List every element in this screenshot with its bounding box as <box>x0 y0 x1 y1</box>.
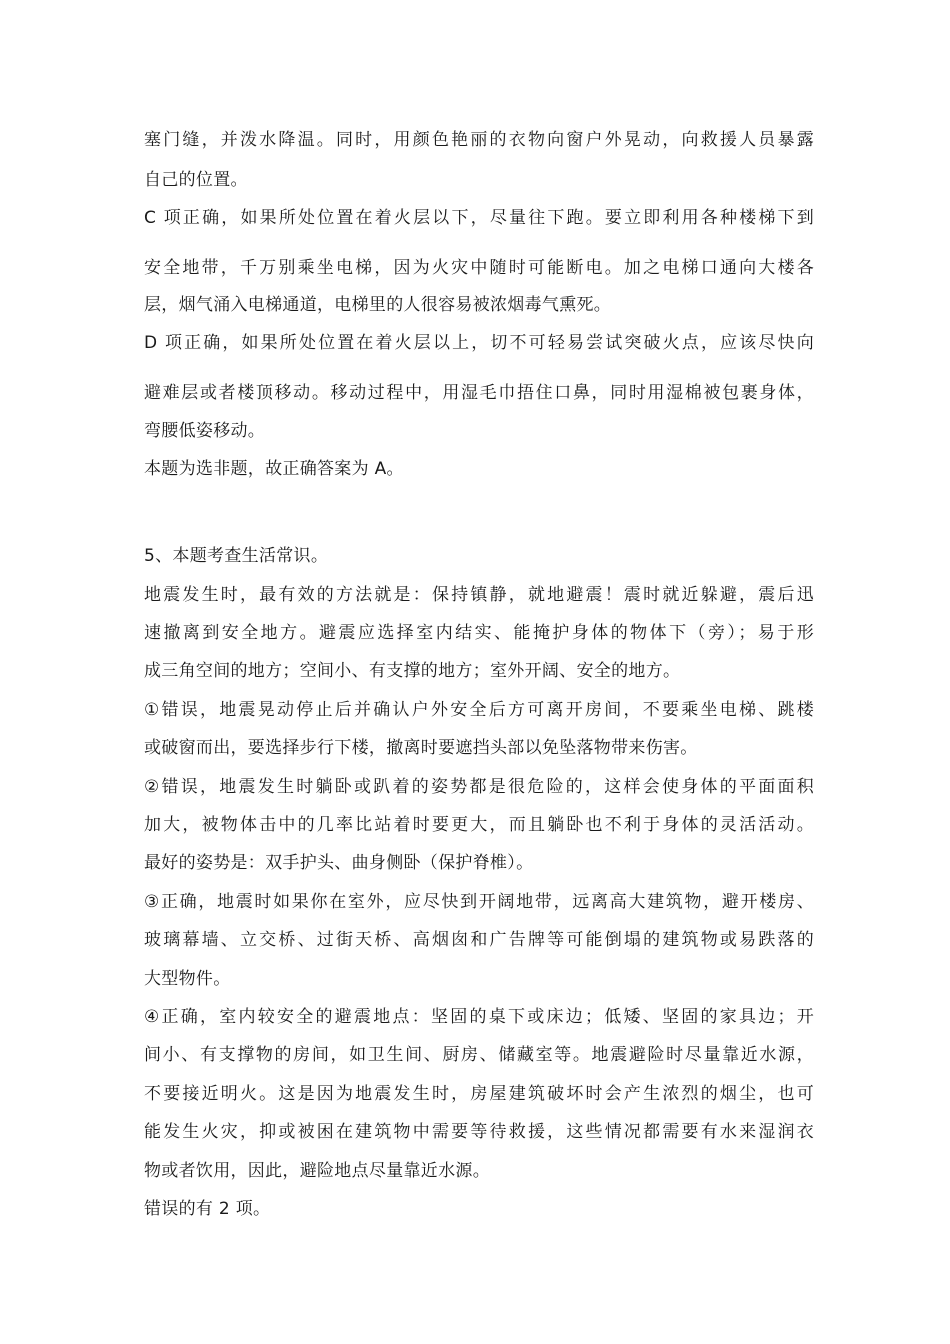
paragraph-line: 地震发生时，最有效的方法就是：保持镇静，就地避震！震时就近躲避，震后迅 <box>144 585 814 605</box>
paragraph-line: D 项正确，如果所处位置在着火层以上，切不可轻易尝试突破火点，应该尽快向 <box>144 333 814 353</box>
paragraph-line: 安全地带，千万别乘坐电梯，因为火灾中随时可能断电。加之电梯口通向大楼各 <box>144 258 814 278</box>
paragraph-line: 弯腰低姿移动。 <box>144 421 266 441</box>
paragraph-line: 或破窗而出，要选择步行下楼，撤离时要遮挡头部以免坠落物带来伤害。 <box>144 738 698 758</box>
paragraph-line: 间小、有支撑物的房间，如卫生间、厨房、储藏室等。地震避险时尽量靠近水源， <box>144 1045 814 1065</box>
paragraph-line: 塞门缝，并泼水降温。同时，用颜色艳丽的衣物向窗户外晃动，向救援人员暴露 <box>144 130 814 150</box>
section-heading: 5、本题考查生活常识。 <box>144 546 329 566</box>
paragraph-line: ③正确，地震时如果你在室外，应尽快到开阔地带，远离高大建筑物，避开楼房、 <box>144 892 814 912</box>
paragraph-line: C 项正确，如果所处位置在着火层以下，尽量往下跑。要立即利用各种楼梯下到 <box>144 208 814 228</box>
paragraph-line: 本题为选非题，故正确答案为 A。 <box>144 459 404 479</box>
paragraph-line: 自己的位置。 <box>144 170 248 190</box>
paragraph-line: ①错误，地震晃动停止后并确认户外安全后方可离开房间，不要乘坐电梯、跳楼 <box>144 700 814 720</box>
paragraph-line: 大型物件。 <box>144 969 231 989</box>
paragraph-line: 能发生火灾，抑或被困在建筑物中需要等待救援，这些情况都需要有水来湿润衣 <box>144 1122 814 1142</box>
paragraph-line: 最好的姿势是：双手护头、曲身侧卧（保护脊椎）。 <box>144 853 534 873</box>
paragraph-line: 错误的有 2 项。 <box>144 1199 271 1219</box>
paragraph-line: ②错误，地震发生时躺卧或趴着的姿势都是很危险的，这样会使身体的平面面积 <box>144 777 814 797</box>
paragraph-line: 物或者饮用，因此，避险地点尽量靠近水源。 <box>144 1161 490 1181</box>
paragraph-line: 成三角空间的地方；空间小、有支撑的地方；室外开阔、安全的地方。 <box>144 661 681 681</box>
paragraph-line: 玻璃幕墙、立交桥、过街天桥、高烟囱和广告牌等可能倒塌的建筑物或易跌落的 <box>144 930 814 950</box>
paragraph-line: 层，烟气涌入电梯通道，电梯里的人很容易被浓烟毒气熏死。 <box>144 295 612 315</box>
paragraph-line: 速撤离到安全地方。避震应选择室内结实、能掩护身体的物体下（旁）；易于形 <box>144 623 814 643</box>
paragraph-line: 加大，被物体击中的几率比站着时要更大，而且躺卧也不利于身体的灵活活动。 <box>144 815 814 835</box>
paragraph-line: 避难层或者楼顶移动。移动过程中，用湿毛巾捂住口鼻，同时用湿棉被包裹身体， <box>144 383 814 403</box>
paragraph-line: ④正确，室内较安全的避震地点：坚固的桌下或床边；低矮、坚固的家具边；开 <box>144 1007 814 1027</box>
paragraph-line: 不要接近明火。这是因为地震发生时，房屋建筑破坏时会产生浓烈的烟尘，也可 <box>144 1084 814 1104</box>
